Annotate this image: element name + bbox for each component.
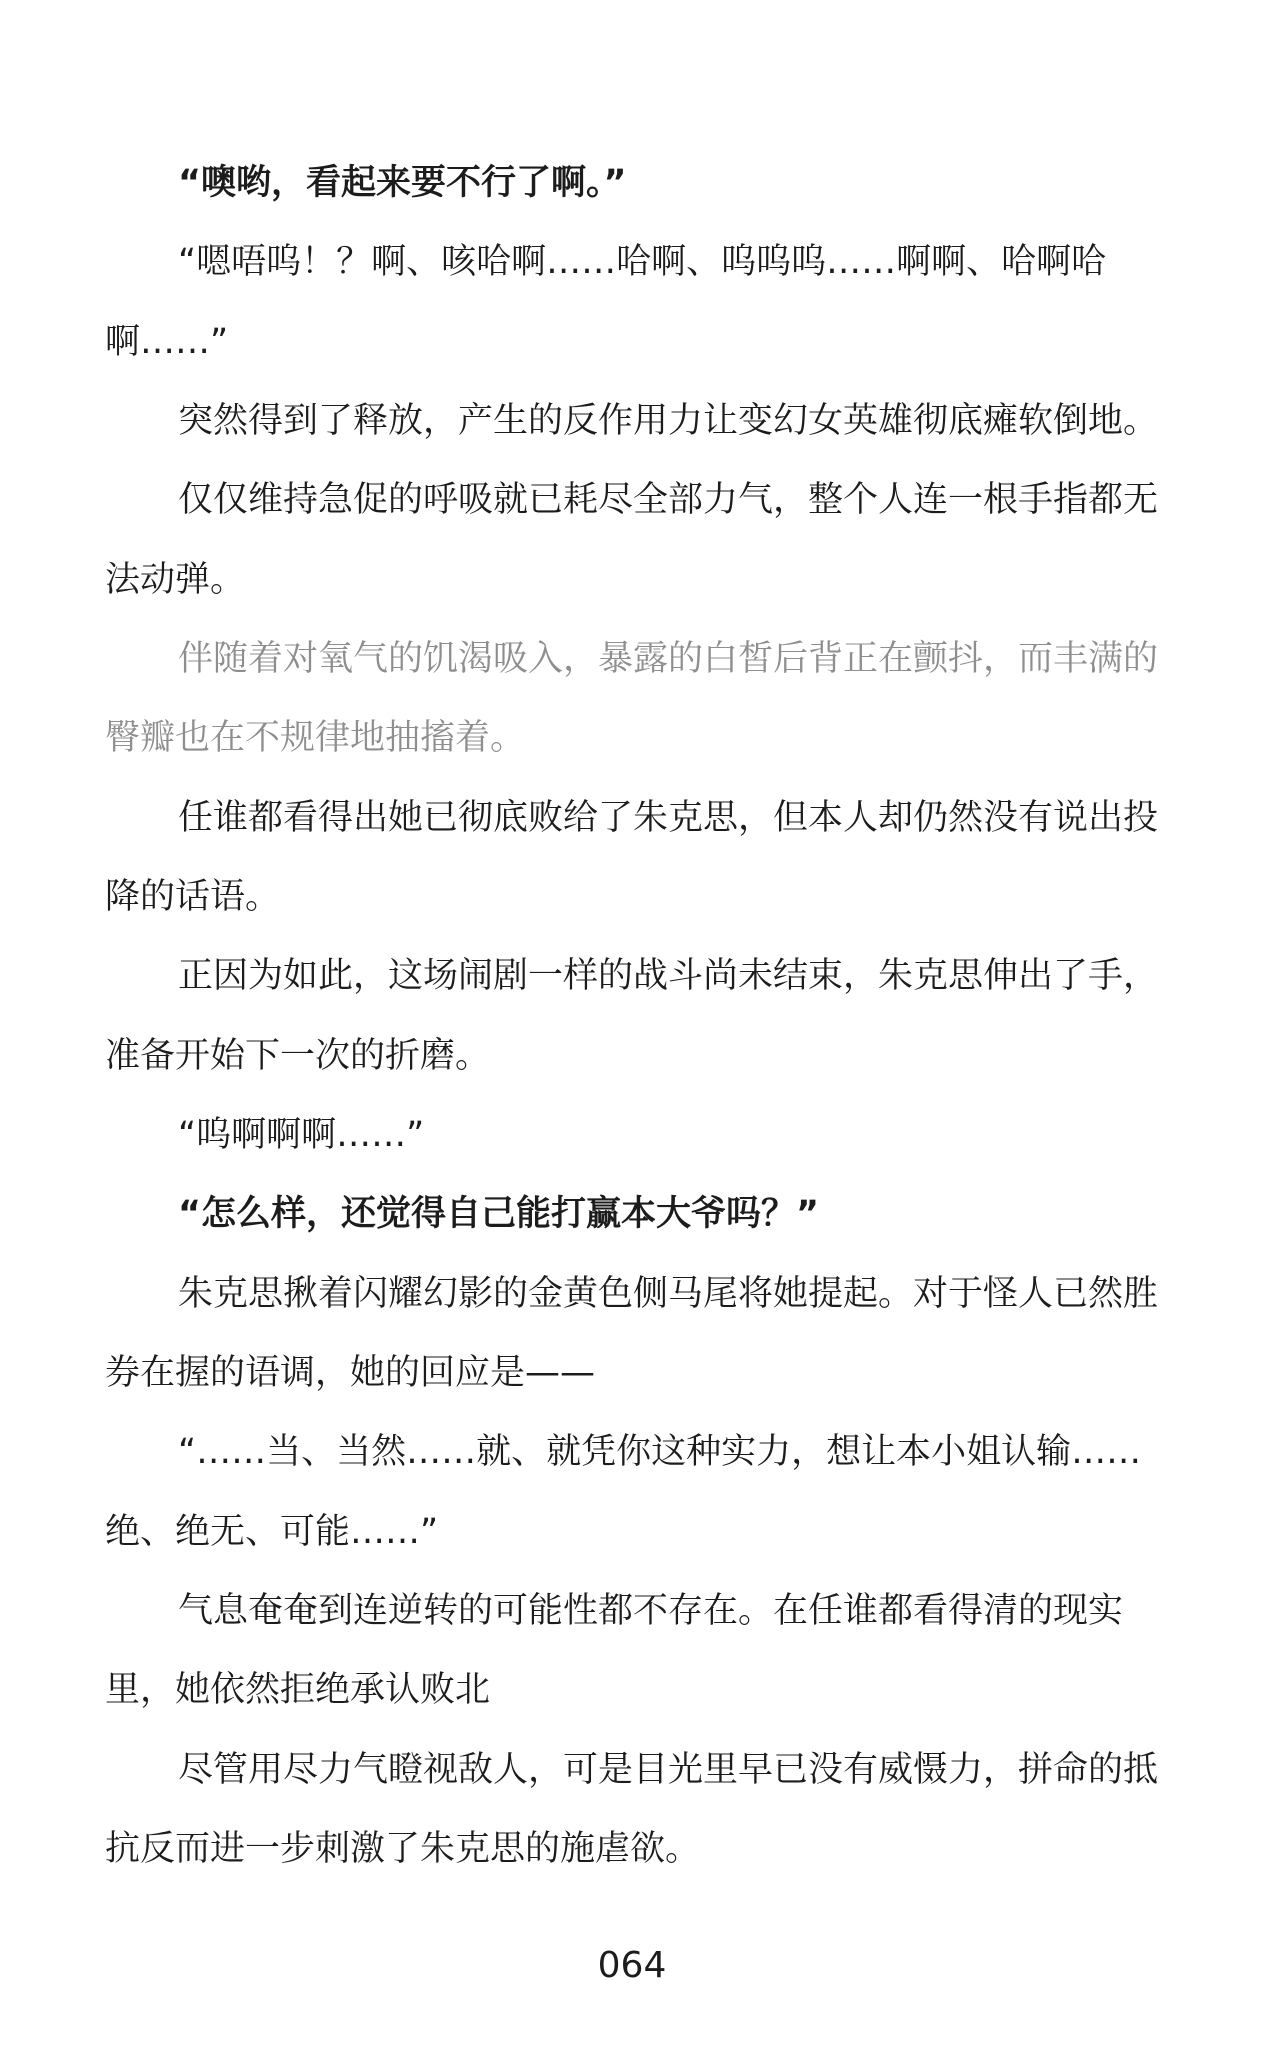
paragraph [105, 1175, 1185, 1254]
paragraph-line: 朱克思揪着闪耀幻影的金黄色侧马尾将她提起。对于怪人已然胜 [178, 1273, 1159, 1314]
paragraph [105, 1572, 1185, 1731]
paragraph-line: “噢哟，看起来要不行了啊。” [178, 163, 627, 203]
paragraph [105, 382, 1185, 461]
paragraph [105, 620, 1185, 779]
paragraph-line: 券在握的语调，她的回应是—— [105, 1352, 596, 1393]
paragraph [105, 937, 1185, 1096]
paragraph-line: 抗反而进一步刺激了朱克思的施虐欲。 [105, 1828, 701, 1869]
paragraph [105, 144, 1185, 223]
paragraph-line: 伴随着对氧气的饥渴吸入，暴露的白皙后背正在颤抖，而丰满的 [178, 638, 1159, 679]
paragraph [105, 223, 1185, 382]
paragraph-line: “……当、当然……就、就凭你这种实力，想让本小姐认输…… [178, 1432, 1142, 1473]
paragraph [105, 1413, 1185, 1572]
paragraph-line: 突然得到了释放，产生的反作用力让变幻女英雄彻底瘫软倒地。 [178, 400, 1159, 441]
paragraph-line: 正因为如此，这场闹剧一样的战斗尚未结束，朱克思伸出了手， [178, 956, 1159, 997]
paragraph [105, 1255, 1185, 1414]
paragraph [105, 1731, 1185, 1890]
paragraph-line: 准备开始下一次的折磨。 [105, 1035, 491, 1076]
paragraph-line: “呜啊啊啊……” [178, 1114, 425, 1155]
paragraph-line: “怎么样，还觉得自己能打赢本大爷吗？” [178, 1194, 820, 1235]
paragraph-line: 里，她依然拒绝承认败北 [105, 1670, 491, 1711]
paragraph-line: 气息奄奄到连逆转的可能性都不存在。在任谁都看得清的现实 [178, 1590, 1124, 1631]
paragraph-line: 尽管用尽力气瞪视敌人，可是目光里早已没有威慑力，拼命的抵 [178, 1749, 1159, 1790]
paragraph-line: 臀瓣也在不规律地抽搐着。 [105, 718, 526, 759]
paragraph-line: 法动弹。 [105, 559, 246, 600]
paragraph [105, 1096, 1185, 1175]
paragraph-line: 绝、绝无、可能……” [105, 1511, 439, 1552]
paragraph [105, 461, 1185, 620]
paragraph [105, 779, 1185, 938]
paragraph-line: 任谁都看得出她已彻底败给了朱克思，但本人却仍然没有说出投 [178, 797, 1159, 838]
paragraph-line: 啊……” [105, 321, 229, 362]
page-number: 064 [597, 1945, 667, 1986]
paragraph-line: 仅仅维持急促的呼吸就已耗尽全部力气，整个人连一根手指都无 [178, 480, 1159, 521]
paragraph-line: “嗯唔呜！？啊、咳哈啊……哈啊、呜呜呜……啊啊、哈啊哈 [178, 242, 1107, 283]
page-body-text [105, 144, 1185, 1889]
paragraph-line: 降的话语。 [105, 876, 281, 917]
